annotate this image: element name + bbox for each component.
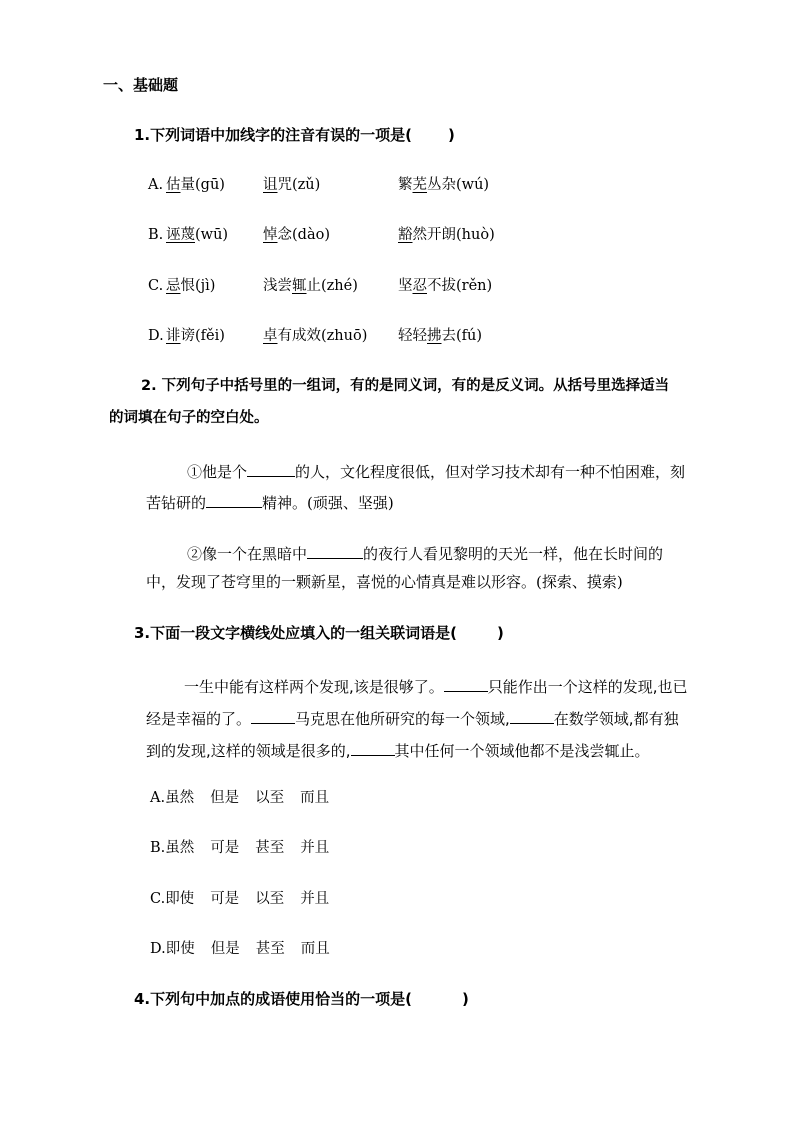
q3-option-d: D.即使 但是 甚至 而且 xyxy=(150,941,330,957)
q2-blank-1[interactable] xyxy=(247,462,295,477)
q1-option-a-word2: 诅咒(zǔ) xyxy=(263,177,321,193)
q2-sentence-1-line2: 苦钻研的 精神。(顽强、坚强) xyxy=(146,494,394,512)
q1-option-a-word1: 估量(gū) xyxy=(166,177,225,193)
question-4-stem: 4.下列句中加点的成语使用恰当的一项是( ) xyxy=(134,990,469,1008)
q1-option-a-label: A. xyxy=(148,177,164,193)
q2-sentence-2-line1: ②像一个在黑暗中 的夜行人看见黎明的天光一样，他在长时间的 xyxy=(187,545,664,563)
q3-passage-line3: 到的发现,这样的领域是很多的, 其中任何一个领域他都不是浅尝辄止。 xyxy=(146,742,650,760)
q3-passage-line2: 经是幸福的了。 马克思在他所研究的每一个领域, 在数学领域,都有独 xyxy=(146,710,679,728)
question-2-stem-line1: 2. 下列句子中括号里的一组词，有的是同义词，有的是反义词。从括号里选择适当 xyxy=(141,378,670,394)
q1-option-b-label: B. xyxy=(148,227,164,243)
q3-passage-line1: 一生中能有这样两个发现,该是很够了。 只能作出一个这样的发现,也已 xyxy=(184,678,688,696)
q3-blank-4[interactable] xyxy=(351,741,395,756)
q1-option-b-word3: 豁然开朗(huò) xyxy=(398,227,495,243)
q3-option-a: A.虽然 但是 以至 而且 xyxy=(150,790,330,806)
section-title: 一、基础题 xyxy=(103,76,179,94)
q1-option-c-word1: 忌恨(jì) xyxy=(166,278,216,294)
q1-option-d-word3: 轻轻拂去(fú) xyxy=(398,328,483,344)
q2-blank-2[interactable] xyxy=(206,493,262,508)
q1-option-c-label: C. xyxy=(148,278,164,294)
q2-sentence-2-line2: 中，发现了苍穹里的一颗新星，喜悦的心情真是难以形容。(探索、摸索) xyxy=(146,573,623,591)
q1-option-c-word3: 坚忍不拔(rěn) xyxy=(398,278,493,294)
q3-blank-3[interactable] xyxy=(510,709,554,724)
question-2-stem-line2: 的词填在句子的空白处。 xyxy=(109,410,269,426)
q1-option-c-word2: 浅尝辄止(zhé) xyxy=(263,278,358,294)
q1-option-d-word1: 诽谤(fěi) xyxy=(166,328,225,344)
q3-blank-1[interactable] xyxy=(444,677,488,692)
q3-option-c: C.即使 可是 以至 并且 xyxy=(150,891,330,907)
q2-blank-3[interactable] xyxy=(307,544,363,559)
q3-blank-2[interactable] xyxy=(251,709,295,724)
question-3-stem: 3.下面一段文字横线处应填入的一组关联词语是( ) xyxy=(134,624,504,642)
q2-sentence-1-line1: ①他是个 的人，文化程度很低，但对学习技术却有一种不怕困难，刻 xyxy=(187,463,686,481)
question-1-stem: 1.下列词语中加线字的注音有误的一项是( ) xyxy=(134,126,455,144)
q1-option-b-word1: 诬蔑(wū) xyxy=(166,227,229,243)
q3-option-b: B.虽然 可是 甚至 并且 xyxy=(150,840,330,856)
q1-option-b-word2: 悼念(dào) xyxy=(263,227,330,243)
q1-option-d-label: D. xyxy=(148,328,164,344)
q1-option-d-word2: 卓有成效(zhuō) xyxy=(263,328,368,344)
q1-option-a-word3: 繁芜丛杂(wú) xyxy=(398,177,490,193)
